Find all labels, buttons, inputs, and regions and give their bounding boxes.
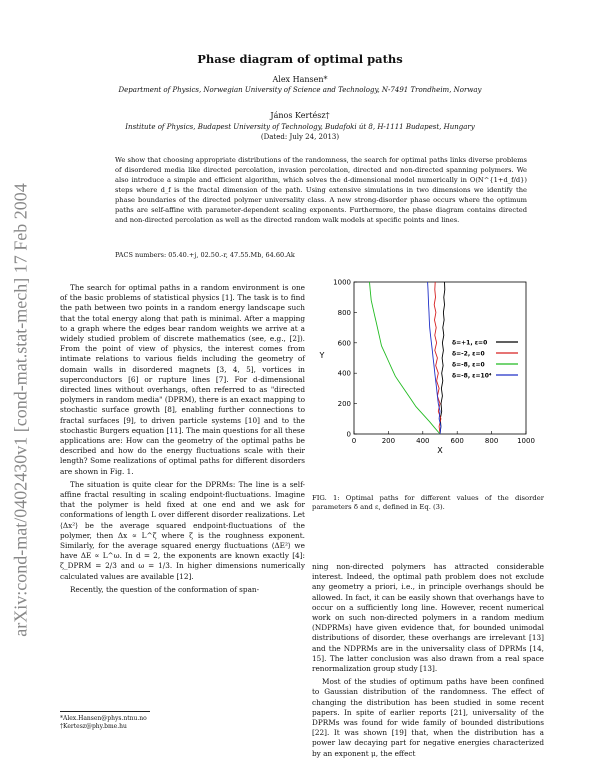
- left-column: [60, 283, 305, 598]
- y-tick-label: 0: [346, 430, 351, 439]
- arxiv-id: arXiv:cond-mat/0402430v1 [cond-mat.stat-mech] 17 Feb 2004: [10, 183, 31, 637]
- pacs-numbers: PACS numbers: 05.40.+j, 02.50.-r, 47.55.Mb, 64.60.Ak: [115, 251, 295, 259]
- x-tick-label: 200: [381, 437, 396, 445]
- date-line: (Dated: July 24, 2013): [260, 133, 340, 141]
- optimal-paths-chart: [312, 270, 544, 470]
- body-paragraph: Recently, the question of the conformation of span-: [70, 584, 260, 594]
- x-tick-label: 800: [484, 437, 499, 445]
- x-tick-label: 400: [416, 437, 430, 445]
- legend-label: δ=-8, ε=10⁴: [452, 372, 492, 380]
- footnote: *Alex.Hansen@phys.ntnu.no: [60, 715, 147, 722]
- legend-label: δ=-2, ε=0: [452, 350, 485, 358]
- series-line: [370, 282, 441, 434]
- footnote: †Kertesz@phy.bme.hu: [60, 723, 127, 730]
- body-paragraph: ning non-directed polymers has attracted considerable interest. Indeed, the optimal path problem does not exclude any geometry a priori, i.e., in principle overhangs should be allowed. In fact, it can be easily shown that overhangs have to occur on a sufficiently long line. However, recent numerical work on such non-directed polymers in a random medium (NDPRMs) have given evidence that, for bounded unimodal distributions of disorder, these overhangs are irrelevant [13] and the NDPRMs are in the universality class of DPRMs [14, 15]. The latter conclusion was also drawn from a real space renormalization group study [13].: [312, 562, 544, 674]
- y-tick-label: 400: [337, 369, 351, 378]
- x-tick-label: 1000: [517, 437, 535, 445]
- y-tick-label: 600: [337, 339, 351, 348]
- y-axis-label: Y: [319, 351, 325, 360]
- figure-caption: FIG. 1: Optimal paths for different values of the disorder parameters δ and ε, defined in Eq. (3).: [312, 494, 544, 511]
- arxiv-stamp: [6, 110, 36, 710]
- body-paragraph: The situation is quite clear for the DPRMs: The line is a self-affine fractal resulting in scaling endpoint-fluctuations. Imagine that the polymer is held fixed at one end and we ask for conformations of length L over different disorder realizations. Let ⟨Δx²⟩ be the average squared endpoint-fluctuations of the polymer, then Δx ∝ L^ζ where ζ is the roughness exponent. Similarly, for the average squared energy fluctuations ⟨ΔE²⟩ we have ΔE ∝ L^ω. In d = 2, the exponents are known exactly [4]: ζ_DPRM = 2/3 and ω = 1/3. In higher dimensions numerically calculated values are available [12].: [60, 479, 305, 581]
- figure-1: [312, 270, 544, 470]
- abstract: We show that choosing appropriate distributions of the randomness, the search for optimal paths links diverse problems of disordered media like directed percolation, invasion percolation, directed and non-directed spanning polymers. We also introduce a simple and efficient algorithm, which solves the d-dimensional model numerically in O(N^{1+d_f/d}) steps where d_f is the fractal dimension of the path. Using extensive simulations in two dimensions we identify the phase boundaries of the directed polymer universality class. A new strong-disorder phase occurs where the optimum paths are self-affine with parameter-dependent scaling exponents. Furthermore, the phase diagram contains directed and non-directed percolation as well as the directed random walk models at specific points and lines.: [115, 156, 527, 224]
- body-paragraph: The search for optimal paths in a random environment is one of the basic problems of statistical physics [1]. The task is to find the path between two points in a random energy landscape such that the total energy along that path is minimal. After a mapping to a graph where the edges bear random weights we arrive at a widely studied problem of discrete mathematics (see, e.g., [2]). From the point of view of physics, the interest comes from intimate relations to various fields including the geometry of domain walls in disordered magnets [3, 4, 5], vortices in superconductors [6] or rupture lines [7]. For d-dimensional directed lines without overhangs, often referred to as "directed polymers in random media" (DPRM), there is an exact mapping to stochastic surface growth [8], enabling further connections to fractal surfaces [9], to driven particle systems [10] and to the stochastic Burgers equation [11]. The main questions for all these applications are: How can the geometry of the optimal paths be described and how do the energy fluctuations scale with their length? Some realizations of optimal paths for different disorders are shown in Fig. 1.: [60, 283, 305, 476]
- footnotes: [60, 711, 305, 731]
- body-paragraph: Most of the studies of optimum paths have been confined to Gaussian distribution of the randomness. The effect of changing the distribution has been studied in some recent papers. In spite of earlier reports [21], universality of the DPRMs was found for wide family of bounded distributions [22]. It was shown [19] that, when the distribution has a power law decaying part for negative energies characterized by an exponent μ, the effect: [312, 677, 544, 758]
- series-line: [440, 282, 445, 434]
- x-tick-label: 0: [351, 437, 357, 445]
- y-tick-label: 1000: [333, 278, 351, 287]
- y-tick-label: 800: [337, 308, 351, 317]
- x-axis-label: X: [437, 446, 443, 455]
- x-tick-label: 600: [450, 437, 464, 445]
- author-affiliation: Department of Physics, Norwegian University of Science and Technology, N-7491 Trondheim, Norway: [118, 86, 482, 94]
- y-tick-label: 200: [337, 400, 351, 409]
- right-column: [312, 562, 544, 762]
- author-affiliation: Institute of Physics, Budapest University of Technology, Budafoki út 8, H-1111 Budapest, Hungary: [125, 123, 475, 131]
- footnote-rule: [60, 711, 150, 712]
- author-name: Alex Hansen*: [272, 75, 328, 84]
- legend-label: δ=-8, ε=0: [452, 361, 485, 369]
- legend-label: δ=+1, ε=0: [452, 339, 488, 347]
- author-name: János Kertész†: [270, 111, 330, 120]
- paper-title: Phase diagram of optimal paths: [197, 52, 403, 66]
